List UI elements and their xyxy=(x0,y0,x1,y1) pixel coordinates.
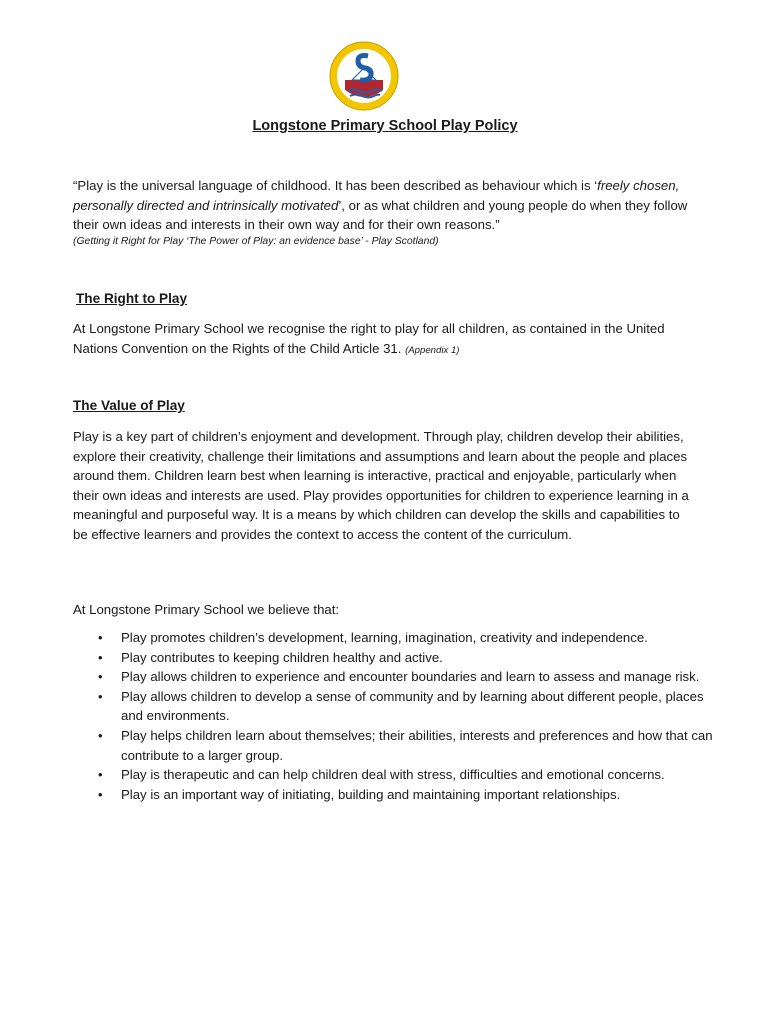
list-item xyxy=(73,785,713,805)
list-item xyxy=(73,726,713,765)
quote-text-italic: freely chosen, personally directed and intrinsically motivated xyxy=(73,178,680,213)
page-title: Longstone Primary School Play Policy xyxy=(252,118,518,134)
bullet-icon: • xyxy=(98,767,103,783)
list-item xyxy=(73,648,713,668)
section-heading-right-to-play: The Right to Play xyxy=(76,291,188,306)
bullet-icon: • xyxy=(98,669,103,685)
bullet-icon: • xyxy=(98,786,103,802)
bullet-icon: • xyxy=(98,649,103,665)
beliefs-list xyxy=(73,628,713,804)
list-item xyxy=(73,765,713,785)
quote-text-end: ’, or as what children and young people do when they follow their own ideas and interests in their own way and for their own reasons.” xyxy=(73,197,688,233)
quote-source: (Getting it Right for Play ‘The Power of Play: an evidence base’ - Play Scotland) xyxy=(73,236,439,247)
list-item-text: Play allows children to develop a sense of community and by learning about different people, places and environments. xyxy=(121,688,704,724)
bullet-icon: • xyxy=(98,727,103,743)
section-heading-value-of-play: The Value of Play xyxy=(73,398,185,413)
right-to-play-paragraph xyxy=(73,319,698,360)
list-item-text: Play is an important way of initiating, building and maintaining important relationships. xyxy=(121,786,621,802)
list-item-text: Play is therapeutic and can help children deal with stress, difficulties and emotional concerns. xyxy=(121,767,665,783)
list-item xyxy=(73,628,713,648)
beliefs-intro: At Longstone Primary School we believe that: xyxy=(73,602,340,617)
list-item xyxy=(73,687,713,726)
list-item xyxy=(73,667,713,687)
bullet-icon: • xyxy=(98,688,103,704)
quote-text-start: “Play is the universal language of childhood. It has been described as behaviour which is ‘ xyxy=(73,178,598,193)
list-item-text: Play helps children learn about themselves; their abilities, interests and preferences and how that can contribute to a larger group. xyxy=(121,727,713,763)
right-to-play-text: At Longstone Primary School we recognise the right to play for all children, as contained in the United Nations Convention on the Rights of the Child Article 31. xyxy=(73,321,665,356)
list-item-text: Play promotes children’s development, learning, imagination, creativity and independence. xyxy=(121,630,648,645)
bullet-icon: • xyxy=(98,630,103,645)
list-item-text: Play contributes to keeping children healthy and active. xyxy=(121,649,443,665)
appendix-reference: (Appendix 1) xyxy=(405,344,460,356)
value-of-play-paragraph: Play is a key part of children’s enjoyment and development. Through play, children develop their abilities, explore their creativity, challenge their limitations and assumptions and learn about the people and places around them. Children learn best when learning is interactive, practical and enjoyable, particularly when their own ideas and interests are used. Play provides opportunities for children to experience learning in a meaningful and purposeful way. It is a means by which children can develop the skills and capabilities to be effective learners and provides the context to access the content of the curriculum. xyxy=(73,429,689,542)
list-item-text: Play allows children to experience and encounter boundaries and learn to assess and manage risk. xyxy=(121,669,700,685)
opening-quote xyxy=(73,176,713,235)
school-crest-logo xyxy=(328,40,400,112)
